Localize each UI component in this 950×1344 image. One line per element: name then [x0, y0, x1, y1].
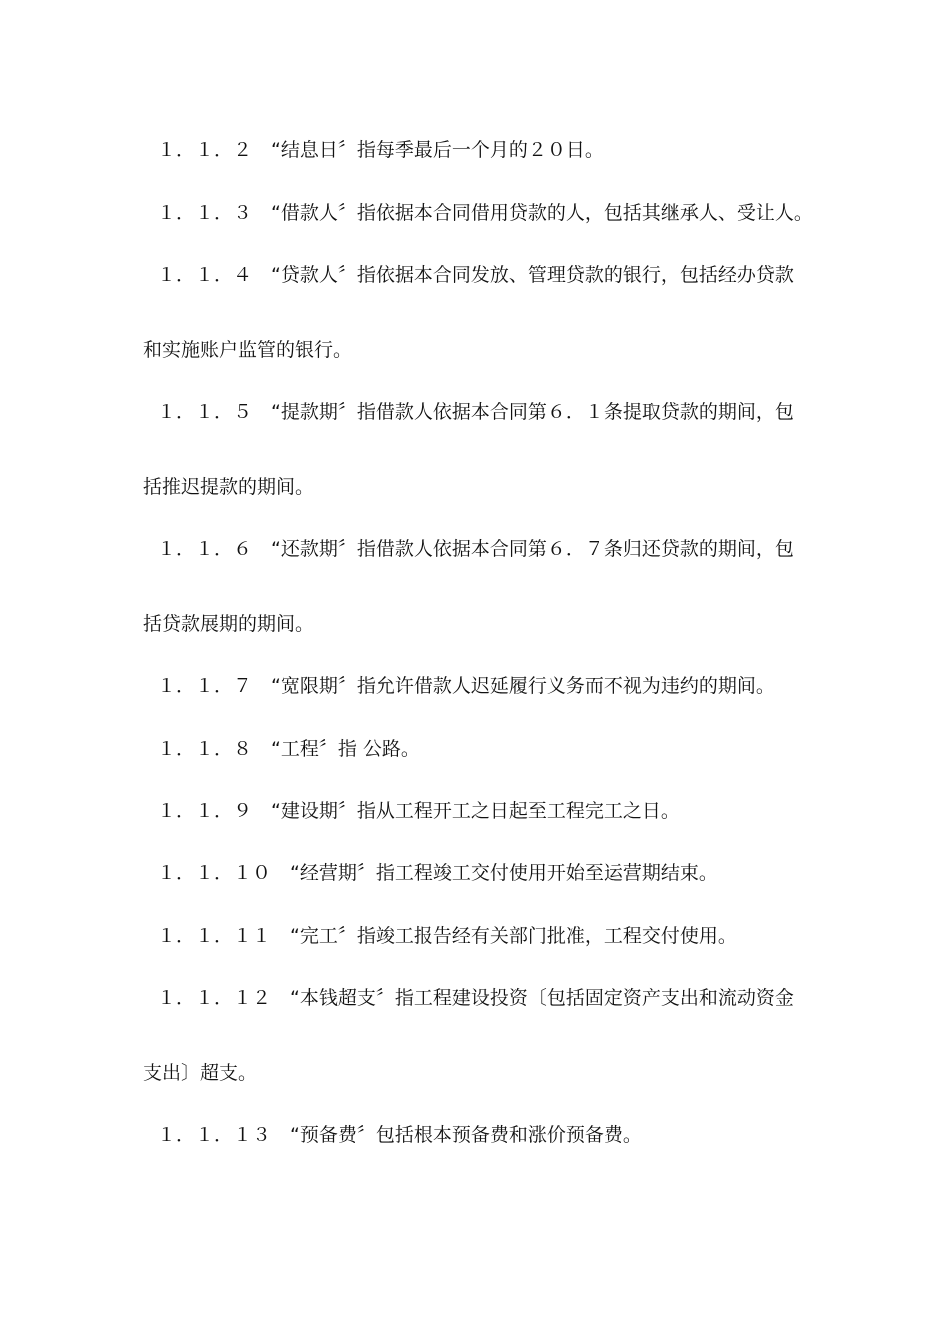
paragraph-1-1-12-continuation: 支出〕超支。 — [143, 1062, 258, 1084]
paragraph-1-1-4: １．１．４ “贷款人〞指依据本合同发放、管理贷款的银行，包括经办贷款 — [157, 264, 794, 286]
paragraph-1-1-12: １．１．１２ “本钱超支〞指工程建设投资〔包括固定资产支出和流动资金 — [157, 987, 794, 1009]
paragraph-1-1-5: １．１．５ “提款期〞指借款人依据本合同第６．１条提取贷款的期间，包 — [157, 401, 794, 423]
paragraph-1-1-7: １．１．７ “宽限期〞指允许借款人迟延履行义务而不视为违约的期间。 — [157, 675, 775, 697]
paragraph-1-1-6: １．１．６ “还款期〞指借款人依据本合同第６．７条归还贷款的期间，包 — [157, 538, 794, 560]
paragraph-1-1-4-continuation: 和实施账户监管的银行。 — [143, 339, 353, 361]
paragraph-1-1-8: １．１．８ “工程〞指 公路。 — [157, 738, 420, 760]
paragraph-1-1-11: １．１．１１ “完工〞指竣工报告经有关部门批准，工程交付使用。 — [157, 925, 737, 947]
paragraph-1-1-5-continuation: 括推迟提款的期间。 — [143, 476, 315, 498]
paragraph-1-1-9: １．１．９ “建设期〞指从工程开工之日起至工程完工之日。 — [157, 800, 680, 822]
paragraph-1-1-2: １．１．２ “结息日〞指每季最后一个月的２０日。 — [157, 139, 604, 161]
paragraph-1-1-10: １．１．１０ “经营期〞指工程竣工交付使用开始至运营期结束。 — [157, 862, 718, 884]
paragraph-1-1-6-continuation: 括贷款展期的期间。 — [143, 613, 315, 635]
paragraph-1-1-3: １．１．３ “借款人〞指依据本合同借用贷款的人，包括其继承人、受让人。 — [157, 202, 813, 224]
paragraph-1-1-13: １．１．１３ “预备费〞包括根本预备费和涨价预备费。 — [157, 1124, 642, 1146]
